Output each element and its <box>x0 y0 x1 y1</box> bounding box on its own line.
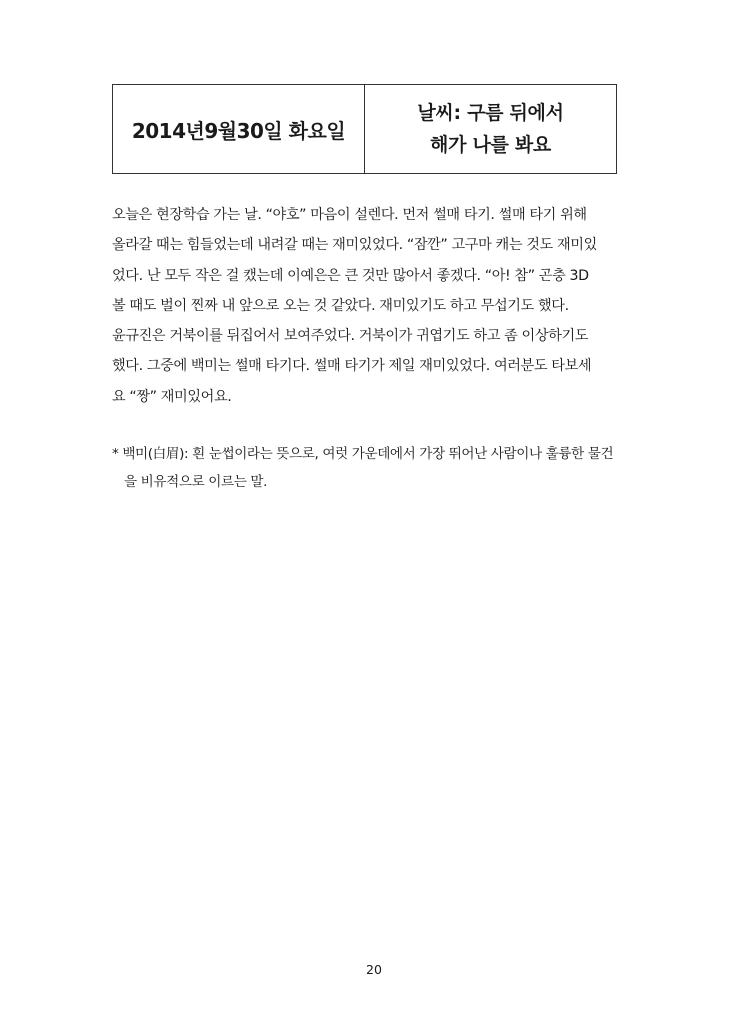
body-line-6: 했다. 그중에 백미는 썰매 타기다. 썰매 타기가 제일 재미있었다. 여러분도 타보세 <box>112 358 592 375</box>
diary-header-box <box>112 84 617 174</box>
body-line-1: 오늘은 현장학습 가는 날. “야호” 마음이 설렌다. 먼저 썰매 타기. 썰매 타기 위해 <box>112 207 587 223</box>
weather-line-2: 해가 나를 봐요 <box>430 134 551 156</box>
body-line-3: 었다. 난 모두 작은 걸 캤는데 이예은은 큰 것만 많아서 좋겠다. “아! 참” 곤충 3D <box>112 267 589 284</box>
body-line-5: 윤규진은 거북이를 뒤집어서 보여주었다. 거북이가 귀엽기도 하고 좀 이상하기도 <box>112 328 589 345</box>
body-line-4: 볼 때도 벌이 찐짜 내 앞으로 오는 것 같았다. 재미있기도 하고 무섭기도 했다. <box>112 297 569 314</box>
page-number: 20 <box>366 962 382 977</box>
weather-cell <box>365 85 616 173</box>
footnote <box>112 440 622 496</box>
diary-date: 2014년9월30일 화요일 <box>131 118 346 143</box>
date-cell <box>113 85 365 173</box>
body-line-7: 요 “짱” 재미있어요. <box>112 388 232 405</box>
footnote-line-1: * 백미(白眉): 흰 눈썹이라는 뜻으로, 여럿 가운데에서 가장 뛰어난 사람이나 훌륭한 물건 <box>112 446 614 462</box>
footnote-line-2: 을 비유적으로 이르는 말. <box>124 474 267 490</box>
weather-line-1: 날씨: 구름 뒤에서 <box>417 102 564 124</box>
diary-body <box>112 200 620 412</box>
body-line-2: 올라갈 때는 힘들었는데 내려갈 때는 재미있었다. “잠깐” 고구마 캐는 것도 재미있 <box>112 237 597 254</box>
